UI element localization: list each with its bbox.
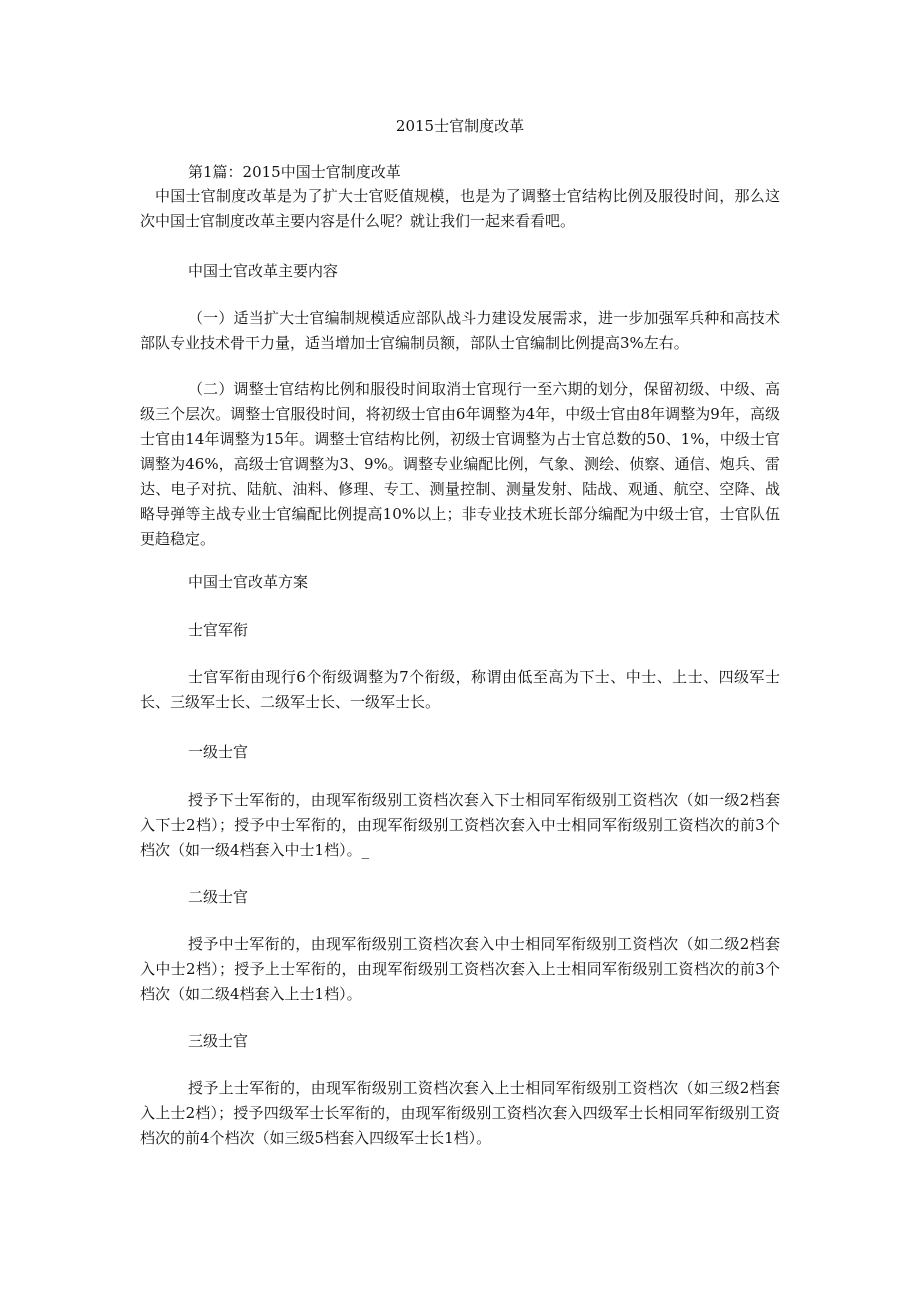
level-three-paragraph: 授予上士军衔的，由现军衔级别工资档次套入上士相同军衔级别工资档次（如三级2档套入上士2档）；授予四级军士长军衔的，由现军衔级别工资档次套入四级军士长相同军衔级别工资档次的前4个档次（如三级5档套入四级军士长1档）。 bbox=[140, 1079, 780, 1147]
level-one-paragraph: 授予下士军衔的，由现军衔级别工资档次套入下士相同军衔级别工资档次（如一级2档套入下士2档）；授予中士军衔的，由现军衔级别工资档次套入中士相同军衔级别工资档次的前3个档次（如一级4档套入中士1档）。_ bbox=[140, 791, 780, 859]
rank-heading: 士官军衔 bbox=[188, 621, 249, 639]
level-two-heading: 二级士官 bbox=[188, 888, 249, 906]
level-two-paragraph: 授予中士军衔的，由现军衔级别工资档次套入中士相同军衔级别工资档次（如二级2档套入中士2档）；授予上士军衔的，由现军衔级别工资档次套入上士相同军衔级别工资档次的前3个档次（如二级4档套入上士1档）。 bbox=[140, 935, 780, 1003]
item-one-paragraph: （一）适当扩大士官编制规模适应部队战斗力建设发展需求，进一步加强军兵种和高技术部队专业技术骨干力量，适当增加士官编制员额，部队士官编制比例提高3%左右。 bbox=[140, 309, 780, 352]
section-heading-plan: 中国士官改革方案 bbox=[188, 573, 309, 591]
section-heading-main-content: 中国士官改革主要内容 bbox=[188, 262, 339, 280]
level-three-heading: 三级士官 bbox=[188, 1032, 249, 1050]
item-two-paragraph: （二）调整士官结构比例和服役时间取消士官现行一至六期的划分，保留初级、中级、高级三个层次。调整士官服役时间，将初级士官由6年调整为4年，中级士官由8年调整为9年，高级士官由14年调整为15年。调整士官结构比例，初级士官调整为占士官总数的50、1%，中级士官调整为46%，高级士官调整为3、9%。调整专业编配比例，气象、测绘、侦察、通信、炮兵、雷达、电子对抗、陆航、油料、修理、专工、测量控制、测量发射、陆战、观通、航空、空降、战略导弹等主战专业士官编配比例提高10%以上；非专业技术班长部分编配为中级士官，士官队伍更趋稳定。 bbox=[140, 380, 780, 548]
level-one-heading: 一级士官 bbox=[188, 743, 249, 761]
article-heading: 第1篇：2015中国士官制度改革 bbox=[188, 163, 401, 181]
document-page bbox=[140, 0, 780, 1302]
document-title: 2015士官制度改革 bbox=[395, 117, 525, 135]
rank-paragraph: 士官军衔由现行6个衔级调整为7个衔级，称谓由低至高为下士、中士、上士、四级军士长、三级军士长、二级军士长、一级军士长。 bbox=[140, 668, 780, 711]
intro-paragraph: 中国士官制度改革是为了扩大士官贬值规模，也是为了调整士官结构比例及服役时间，那么这次中国士官制度改革主要内容是什么呢？就让我们一起来看看吧。 bbox=[140, 187, 780, 230]
